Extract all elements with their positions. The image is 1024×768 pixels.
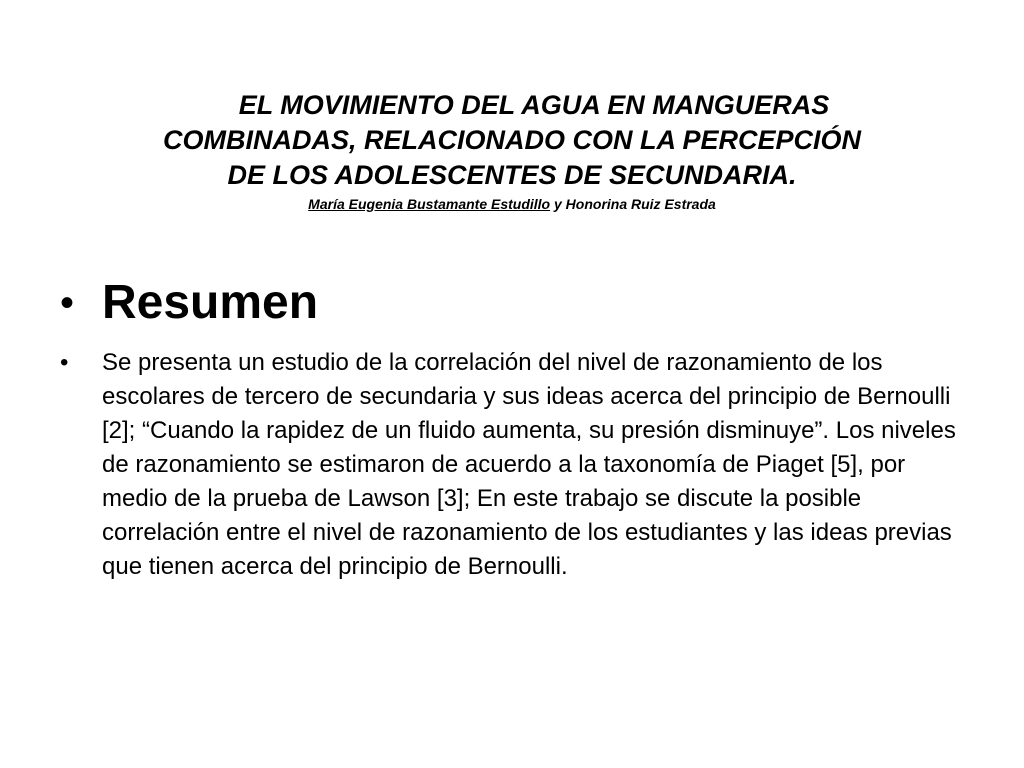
co-author: y Honorina Ruiz Estrada xyxy=(554,196,716,212)
bullet-list xyxy=(58,272,988,584)
bullet-paragraph xyxy=(58,346,988,584)
first-author: María Eugenia Bustamante Estudillo xyxy=(308,196,551,212)
abstract-text: Se presenta un estudio de la correlación del nivel de razonamiento de los escolares de tercero de secundaria y sus ideas acerca del principio de Bernoulli [2]; “Cuando la rapidez de un fluido aumenta, su presión disminuye”. Los niveles de razonamiento se estimaron de acuerdo a la taxonomía de Piaget [5], por medio de la prueba de Lawson [3]; En este trabajo se discute la posible correlación entre el nivel de razonamiento de los estudiantes y las ideas previas que tienen acerca del principio de Bernoulli. xyxy=(102,349,956,580)
title-line-1: EL MOVIMIENTO DEL AGUA EN MANGUERAS xyxy=(238,90,830,120)
bullet-marker: • xyxy=(60,349,69,376)
bullet-marker: • xyxy=(60,281,75,325)
title-line-3: DE LOS ADOLESCENTES DE SECUNDARIA. xyxy=(227,160,797,190)
authors-line xyxy=(60,193,964,215)
bullet-heading xyxy=(58,272,988,334)
title-line-2: COMBINADAS, RELACIONADO CON LA PERCEPCIÓN xyxy=(162,125,862,155)
slide-title xyxy=(60,88,964,215)
section-heading: Resumen xyxy=(102,276,319,329)
